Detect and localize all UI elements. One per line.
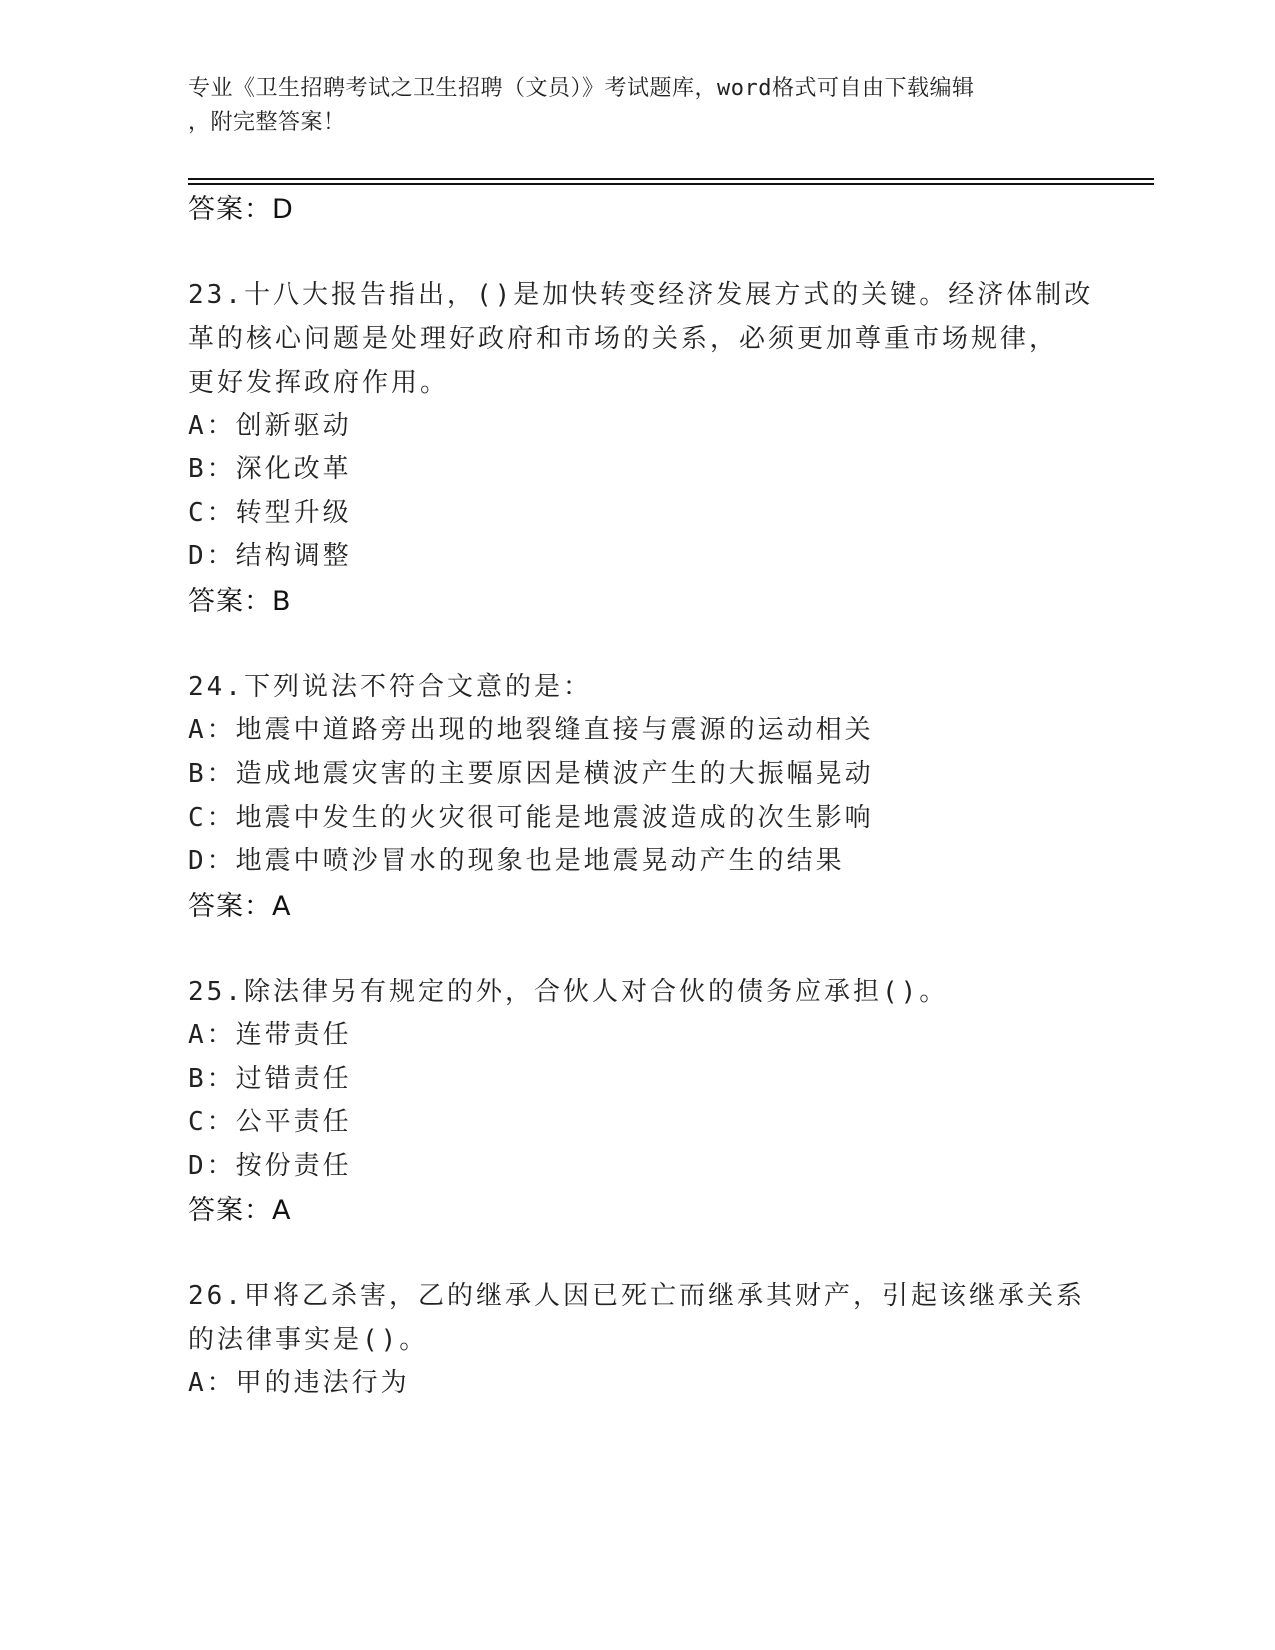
question-26-stem-line-2: 的法律事实是()。 — [188, 1325, 429, 1355]
question-23-stem-line-2: 革的核心问题是处理好政府和市场的关系，必须更加尊重市场规律， — [188, 324, 1059, 354]
question-24-option-a: A：地震中道路旁出现的地裂缝直接与震源的运动相关 — [188, 715, 874, 745]
question-23-stem-line-3: 更好发挥政府作用。 — [188, 368, 450, 398]
header-line-2: ，附完整答案！ — [188, 110, 346, 135]
previous-answer: 答案：D — [188, 194, 294, 225]
question-23-answer: 答案：B — [188, 586, 292, 617]
question-25-option-b: B：过错责任 — [188, 1064, 352, 1094]
header-line-1: 专业《卫生招聘考试之卫生招聘（文员）》考试题库，word格式可自由下载编辑 — [188, 76, 975, 101]
question-23-stem-line-1: 23.十八大报告指出，()是加快转变经济发展方式的关键。经济体制改 — [188, 280, 1094, 310]
question-24-option-b: B：造成地震灾害的主要原因是横波产生的大振幅晃动 — [188, 759, 874, 789]
question-25-option-d: D：按份责任 — [188, 1151, 352, 1181]
question-23-option-c: C：转型升级 — [188, 498, 352, 528]
question-23-option-d: D：结构调整 — [188, 541, 352, 571]
question-25-answer: 答案：A — [188, 1195, 292, 1226]
question-26-stem-line-1: 26.甲将乙杀害，乙的继承人因已死亡而继承其财产，引起该继承关系 — [188, 1281, 1085, 1311]
question-25-option-c: C：公平责任 — [188, 1107, 352, 1137]
question-26-option-a: A：甲的违法行为 — [188, 1368, 410, 1398]
document-header — [188, 72, 1068, 140]
header-rule-bottom — [188, 183, 1154, 185]
header-rule-top — [188, 178, 1154, 180]
question-24-stem-line-1: 24.下列说法不符合文意的是： — [188, 672, 592, 702]
question-24-option-c: C：地震中发生的火灾很可能是地震波造成的次生影响 — [188, 803, 874, 833]
question-25-stem-line-1: 25.除法律另有规定的外，合伙人对合伙的债务应承担()。 — [188, 977, 949, 1007]
question-23-option-a: A：创新驱动 — [188, 411, 352, 441]
question-24-answer: 答案：A — [188, 891, 292, 922]
question-23-option-b: B：深化改革 — [188, 454, 352, 484]
question-25-option-a: A：连带责任 — [188, 1020, 352, 1050]
question-24-option-d: D：地震中喷沙冒水的现象也是地震晃动产生的结果 — [188, 846, 845, 876]
